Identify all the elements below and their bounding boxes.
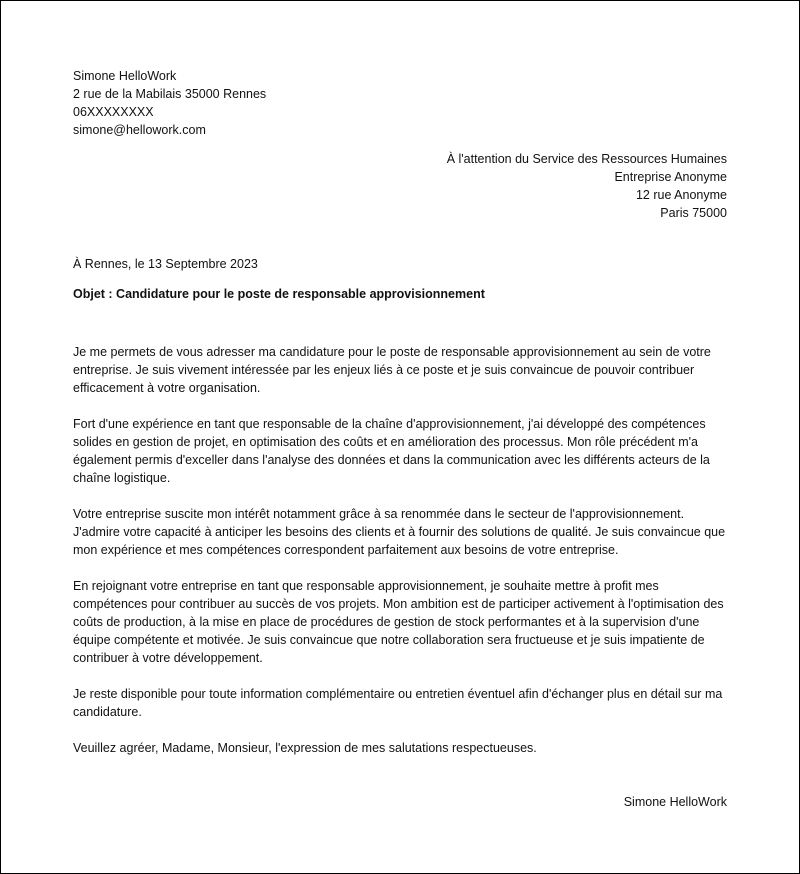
paragraph-closing: Veuillez agréer, Madame, Monsieur, l'expression de mes salutations respectueuses. (73, 741, 537, 755)
paragraph-ambition: En rejoignant votre entreprise en tant que responsable approvisionnement, je souhaite mettre à profit mes compétences pour contribuer au succès de vos projets. Mon ambition est de participer activement à l'optimisation des coûts de production, à la mise en place de procédures de gestion de stock performantes et à la supervision d'une équipe compétente et motivée. Je suis convaincue que notre collaboration sera fructueuse et je suis impatiente de contribuer à votre développement. (73, 579, 724, 665)
paragraph-intro: Je me permets de vous adresser ma candidature pour le poste de responsable approvisionnement au sein de votre entreprise. Je suis vivement intéressée par les enjeux liés à ce poste et je suis convaincue de pouvoir contribuer efficacement à votre organisation. (73, 345, 711, 395)
paragraph-availability: Je reste disponible pour toute information complémentaire ou entretien éventuel afin d'échanger plus en détail sur ma candidature. (73, 687, 723, 719)
sender-address: 2 rue de la Mabilais 35000 Rennes (73, 87, 267, 101)
recipient-block (327, 150, 727, 222)
letter-body (73, 343, 733, 775)
date-line: À Rennes, le 13 Septembre 2023 (73, 257, 258, 271)
recipient-street: 12 rue Anonyme (635, 188, 727, 202)
recipient-attention: À l'attention du Service des Ressources Humaines (446, 152, 727, 166)
paragraph-company: Votre entreprise suscite mon intérêt notamment grâce à sa renommée dans le secteur de l'approvisionnement. J'admire votre capacité à anticiper les besoins des clients et à fournir des solutions de qualité. Je suis convaincue que mon expérience et mes compétences correspondent parfaitement aux besoins de votre entreprise. (73, 507, 726, 557)
recipient-company: Entreprise Anonyme (614, 170, 727, 184)
subject-line: Objet : Candidature pour le poste de responsable approvisionnement (73, 287, 485, 301)
recipient-city: Paris 75000 (660, 206, 727, 220)
sender-block (73, 67, 473, 139)
paragraph-experience: Fort d'une expérience en tant que responsable de la chaîne d'approvisionnement, j'ai développé des compétences solides en gestion de projet, en optimisation des coûts et en amélioration des processus. Mon rôle précédent m'a également permis d'exceller dans l'analyse des données et dans la communication avec les différents acteurs de la chaîne logistique. (73, 417, 710, 485)
sender-phone: 06XXXXXXXX (73, 105, 154, 119)
sender-name: Simone HelloWork (73, 69, 177, 83)
sender-email: simone@hellowork.com (73, 123, 206, 137)
signature: Simone HelloWork (623, 795, 727, 809)
